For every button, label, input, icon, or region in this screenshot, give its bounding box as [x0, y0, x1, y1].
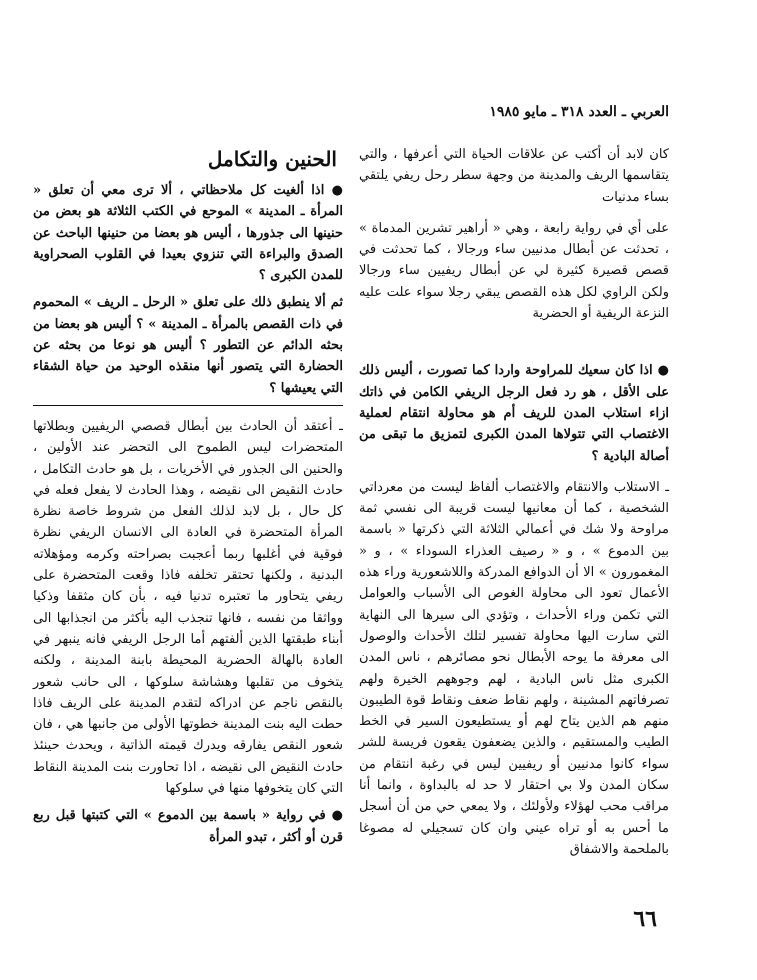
interview-question: ● اذا ألغيت كل ملاحظاتي ، ألا ترى معي أن تعلق « المرأة ـ المدينة » الموحع في الكتب الثلاثة هو بعض من حنينها الى جذورها ، أليس هو بعضا من حنينها الباحث عن الصدق والبراءة التي تنزوي بعيدا في القلوب الصحراوية للمدن الكبرى ؟	[33, 183, 343, 284]
paragraph: ـ الاستلاب والانتقام والاغتصاب ألفاظ ليست من معرداتي الشخصية ، كما أن معانيها ليست قريبة الى نفسي ثمة مراوحة ولا شك في أعمالي الثلاثة التي ذكرتها « باسمة بين الدموع » ، و « رصيف العذراء السوداء » ، و « المغمورون » الا أن الدوافع المدركة واللاشعورية وراء هذه الأعمال تعود الى محاولة الغوص الى الأسباب والعوامل التي تكمن وراء الأحداث ، وتؤدي الى سيرها الى النهاية التي سارت اليها محاولة تفسير لتلك الأحداث والوصول الى معرفة ما يوحه الأبطال نحو مصائرهم ، ناس المدن الكبرى مثل ناس البادية ، لهم وجوههم الخيرة ولهم تصرفاتهم المشينة ، ولهم نقاط ضعف ونقاط قوة الطيبون منهم هم الذين يتاح لهم أو يستطيعون السير في الخط الطيب والمستقيم ، والذين يضعفون يقعون فريسة للشر سواء كانوا مدنيين أو ريفيين ليس في رغبة انتقام من سكان المدن ولا بي احتقار لا حد له بالبداوة ، وانما أنا مراقب محب لهؤلاء ولأولئك ، ولا يمعي حي من أن أسجل ما أحس به أو تراه عيني وان كان تسجيلي له مصوغا بالملحمة والاشفاق	[359, 479, 669, 857]
left-column	[33, 144, 343, 854]
right-column	[359, 144, 669, 870]
interview-question: ● في رواية « باسمة بين الدموع » التي كتبتها قبل ربع قرن أو أكثر ، تبدو المرأة	[33, 808, 343, 845]
page-number: ٦٦	[633, 906, 657, 932]
paragraph: كان لابد أن أكتب عن علاقات الحياة التي أعرفها ، والتي يتقاسمها الريف والمدينة من وجهة سطر رحل ريفي يلتقي بساء مدنيات	[359, 147, 669, 205]
paragraph: على أي في رواية رابعة ، وهي « أراهير تشرين المدماة » ، تحدثت عن أبطال مدنيين ساء ورجالا ، كما تحدثت في قصص قصيرة كثيرة لي عن أبطال ريفيين ساء ورجالا ولكن الراوي لكل هذه القصص يبقي رجلا سواء علت عليه النزعة الريفية أو الحضرية	[359, 220, 669, 322]
interview-question: ثم ألا ينطبق ذلك على تعلق « الرحل ـ الريف » المحموم في ذات القصص بالمرأة ـ المدينة » ؟ أليس هو بعضا من بحثه الدائم عن التطور ؟ أليس هو نوعا من بحثه عن الحضارة التي يتصور أنها منقذه الوحيد من حياة الشقاء التي يعيشها ؟	[33, 295, 343, 396]
paragraph: ـ أعتقد أن الحادث بين أبطال قصصي الريفيين وبطلاتها المتحضرات ليس الطموح الى التحضر عند الأولين ، والحنين الى الجذور في الأخريات ، بل هو حادث التكامل ، حادث النقيض الى نقيضه ، وهذا الحادث لا يفعل فعله في كل حال ، بل لابد لذلك الفعل من شروط خاصة نظرة المرأة المتحضرة في العادة الى الانسان الريفي نظرة فوقية في أغلبها ربما أعجبت بصراحته وكرمه ومؤهلاته البدنية ، ولكنها تحتقر تخلفه فاذا وقعت المتحضرة على ريفي يتحاور ما تعتبره تدنيا فيه ، بأن كان مثقفا وذكيا وواثقا من نفسه ، فانها تنجذب اليه بأكثر من انجذابها الى أبناء طبقتها الذين ألفتهم أما الرجل الريفي فانه ينبهر في العادة بالهالة الحضرية المحيطة بابنة المدينة ، ولكنه يتخوف من تقلبها وهشاشة سلوكها ، الى حانب شعور بالنقص ناجم عن ادراكه لتقدم المدينة على الريف فاذا حطت اليه بنت المدينة خطوتها الأولى من جانبها هي ، فان شعور النقص يفارقه ويدرك قيمته الذاتية ، ويحدث حينئذ حادث النقيض الى نقيضه ، اذا تحاورت بنت المدينة النقاط التي كان يتخوفها منها في سلوكها	[33, 418, 343, 797]
section-title: الحنين والتكامل	[207, 147, 337, 171]
divider	[33, 405, 343, 406]
running-head: العربي ـ العدد ٣١٨ ـ مايو ١٩٨٥	[489, 104, 669, 120]
interview-question: ● اذا كان سعيك للمراوحة واردا كما تصورت ، أليس ذلك على الأقل ، هو رد فعل الرجل الريفي الكامن في ذاتك ازاء استلاب المدن للريف أم هو محاولة انتقام لعملية الاغتصاب التي تتولاها المدن الكبرى لتمزيق ما تبقى من أصالة البادية ؟	[359, 363, 669, 464]
